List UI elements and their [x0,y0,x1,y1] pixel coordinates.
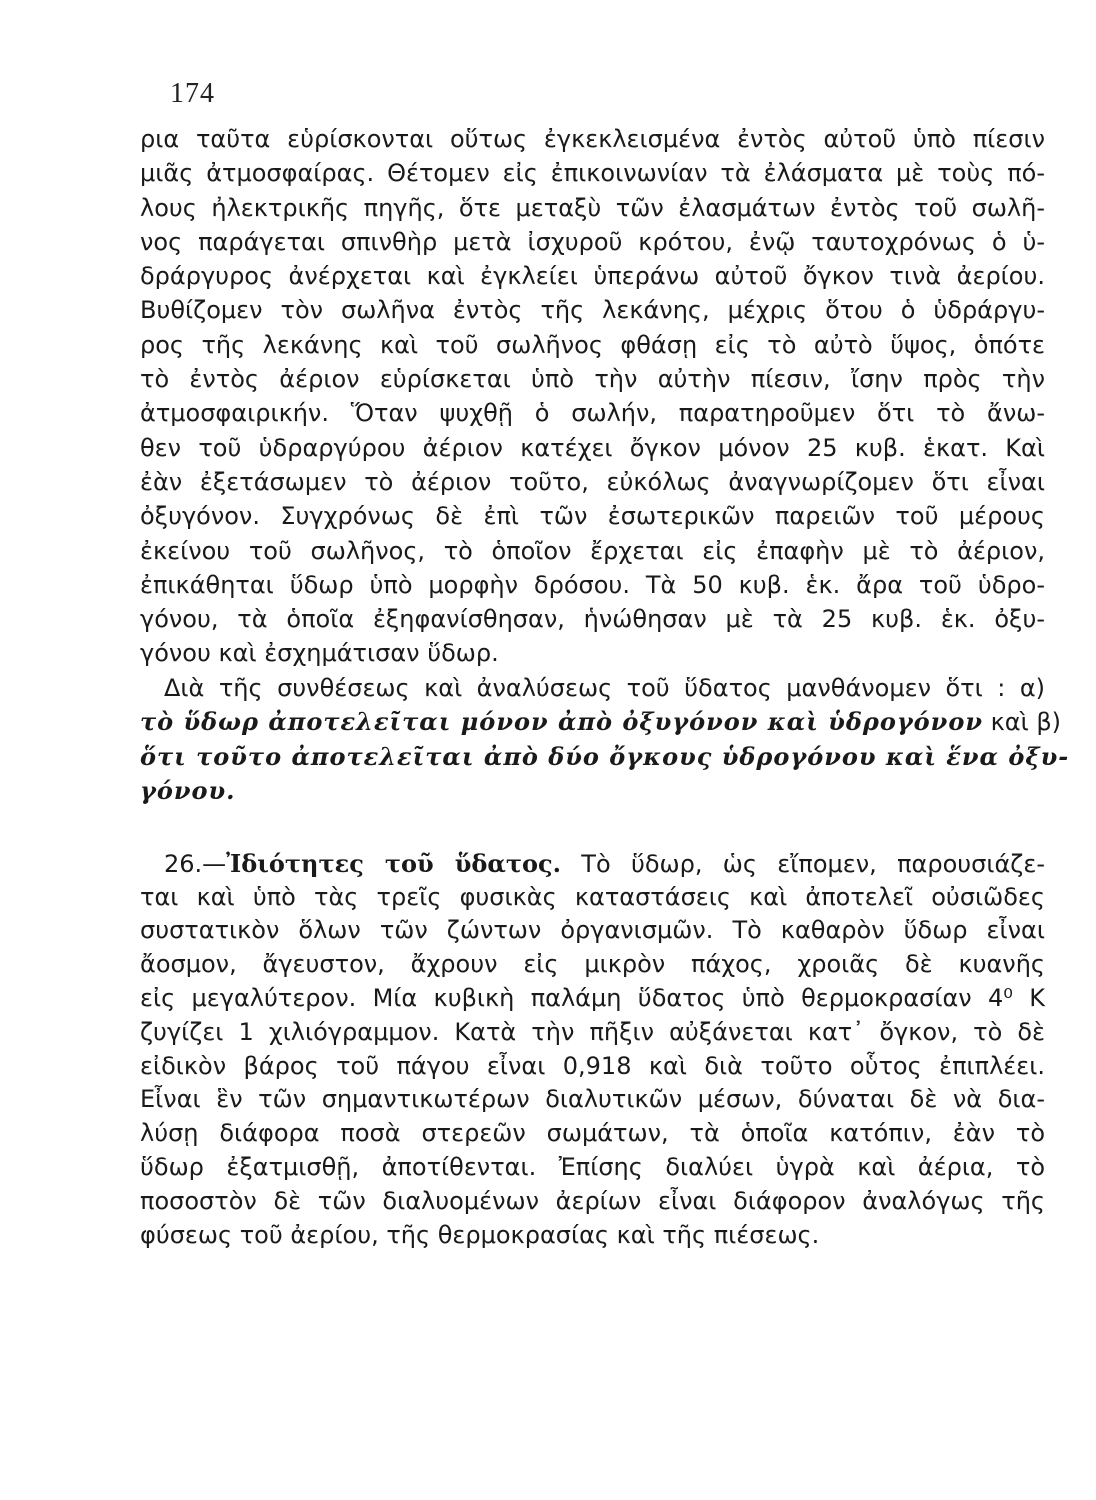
text-line: φύσεως τοῦ ἀερίου, τῆς θερμοκρασίας καὶ τῆς πιέσεως. [140,1220,820,1249]
text-line: Εἶναι ἓν τῶν σημαντικωτέρων διαλυτικῶν μέσων, δύναται δὲ νὰ δια- [140,1085,1045,1114]
text-line: εἰς μεγαλύτερον. Μία κυβικὴ παλάμη ὕδατος ὑπὸ θερμοκρασίαν 4⁰ Κ [140,983,1045,1012]
text-line: ται καὶ ὑπὸ τὰς τρεῖς φυσικὰς καταστάσεις καὶ ἀποτελεῖ οὐσιῶδες [140,882,1045,911]
emphasis-text: τὸ ὕδωρ ἀποτελεῖται μόνον ἀπὸ ὀξυγόνον καὶ ὑδρογόνον [140,707,983,737]
text-line: λύσῃ διάφορα ποσὰ στερεῶν σωμάτων, τὰ ὁποῖα κατόπιν, ἐὰν τὸ [140,1119,1045,1148]
text-line: Βυθίζομεν τὸν σωλῆνα ἐντὸς τῆς λεκάνης, μέχρις ὅτου ὁ ὑδράργυ- [140,296,1045,325]
text-line: ἐὰν ἐξετάσωμεν τὸ ἀέριον τοῦτο, εὐκόλως ἀναγνωρίζομεν ὅτι εἶναι [140,467,1045,496]
text-line: δράργυρος ἀνέρχεται καὶ ἐγκλείει ὑπεράνω αὐτοῦ ὄγκον τινὰ ἀερίου. [140,262,1045,291]
paragraph-spacer [140,809,1045,847]
text-fragment: Τὸ ὕδωρ, ὡς εἴπομεν, παρουσιάζε- [560,849,1045,878]
text-line: γόνου καὶ ἐσχημάτισαν ὕδωρ. [140,639,499,668]
section-title: Ἰδιότητες τοῦ ὕδατος. [226,848,561,878]
text-line-emphasis: γόνου. [140,776,236,806]
text-line: ἄοσμον, ἄγευστον, ἄχρουν εἰς μικρὸν πάχος, χροιᾶς δὲ κυανῆς [140,950,1045,979]
text-line-emphasis [140,705,1062,740]
text-fragment: καὶ β) [983,708,1062,737]
text-line: ἐπικάθηται ὕδωρ ὑπὸ μορφὴν δρόσου. Τὰ 50 κυβ. ἑκ. ἄρα τοῦ ὑδρο- [140,570,1045,599]
text-line: ποσοστὸν δὲ τῶν διαλυομένων ἀερίων εἶναι διάφορον ἀναλόγως τῆς [140,1186,1045,1215]
text-line: ἐκείνου τοῦ σωλῆνος, τὸ ὁποῖον ἔρχεται εἰς ἐπαφὴν μὲ τὸ ἀέριον, [140,536,1045,565]
text-line: ρος τῆς λεκάνης καὶ τοῦ σωλῆνος φθάσῃ εἰς τὸ αὐτὸ ὕψος, ὁπότε [140,330,1045,359]
text-line: συστατικὸν ὅλων τῶν ζώντων ὀργανισμῶν. Τὸ καθαρὸν ὕδωρ εἶναι [140,916,1045,945]
text-line: τὸ ἐντὸς ἀέριον εὑρίσκεται ὑπὸ τὴν αὐτὴν πίεσιν, ἴσην πρὸς τὴν [140,365,1045,394]
text-line: εἰδικὸν βάρος τοῦ πάγου εἶναι 0,918 καὶ διὰ τοῦτο οὗτος ἐπιπλέει. [140,1051,1045,1080]
text-line: ρια ταῦτα εὑρίσκονται οὕτως ἐγκεκλεισμένα ἐντὸς αὐτοῦ ὑπὸ πίεσιν [140,125,1045,153]
text-line: ὀξυγόνον. Συγχρόνως δὲ ἐπὶ τῶν ἐσωτερικῶν παρειῶν τοῦ μέρους [140,502,1045,531]
body-text [140,122,1070,1252]
paragraph-experiment [140,122,1045,671]
section-heading-line [140,847,1045,881]
page-number: 174 [170,78,215,109]
text-line: νος παράγεται σπινθὴρ μετὰ ἰσχυροῦ κρότου, ἐνῷ ταυτοχρόνως ὁ ὑ- [140,227,1045,256]
text-line: ὕδωρ ἐξατμισθῇ, ἀποτίθενται. Ἐπίσης διαλύει ὑγρὰ καὶ ἀέρια, τὸ [140,1152,1045,1181]
text-line: ζυγίζει 1 χιλιόγραμμον. Κατὰ τὴν πῆξιν αὐξάνεται κατ᾽ ὄγκον, τὸ δὲ [140,1017,1045,1046]
section-number: 26.— [164,849,227,878]
text-line: μιᾶς ἀτμοσφαίρας. Θέτομεν εἰς ἐπικοινωνίαν τὰ ἐλάσματα μὲ τοὺς πό- [140,159,1045,188]
text-line: ἀτμοσφαιρικήν. Ὅταν ψυχθῇ ὁ σωλήν, παρατηροῦμεν ὅτι τὸ ἄνω- [140,399,1045,428]
paragraph-conclusion [140,671,1070,809]
text-line: γόνου, τὰ ὁποῖα ἐξηφανίσθησαν, ἡνώθησαν μὲ τὰ 25 κυβ. ἑκ. ὀξυ- [140,605,1045,634]
text-line: Διὰ τῆς συνθέσεως καὶ ἀναλύσεως τοῦ ὕδατος μανθάνομεν ὅτι : α) [164,673,1045,702]
text-line: λους ἠλεκτρικῆς πηγῆς, ὅτε μεταξὺ τῶν ἐλασμάτων ἐντὸς τοῦ σωλῆ- [140,193,1045,222]
paragraph-properties [140,847,1045,1253]
text-line: θεν τοῦ ὑδραργύρου ἀέριον κατέχει ὄγκον μόνον 25 κυβ. ἑκατ. Καὶ [140,433,1045,462]
text-line-emphasis: ὅτι τοῦτο ἀποτελεῖται ἀπὸ δύο ὄγκους ὑδρογόνου καὶ ἕνα ὀξυ- [140,741,1070,771]
